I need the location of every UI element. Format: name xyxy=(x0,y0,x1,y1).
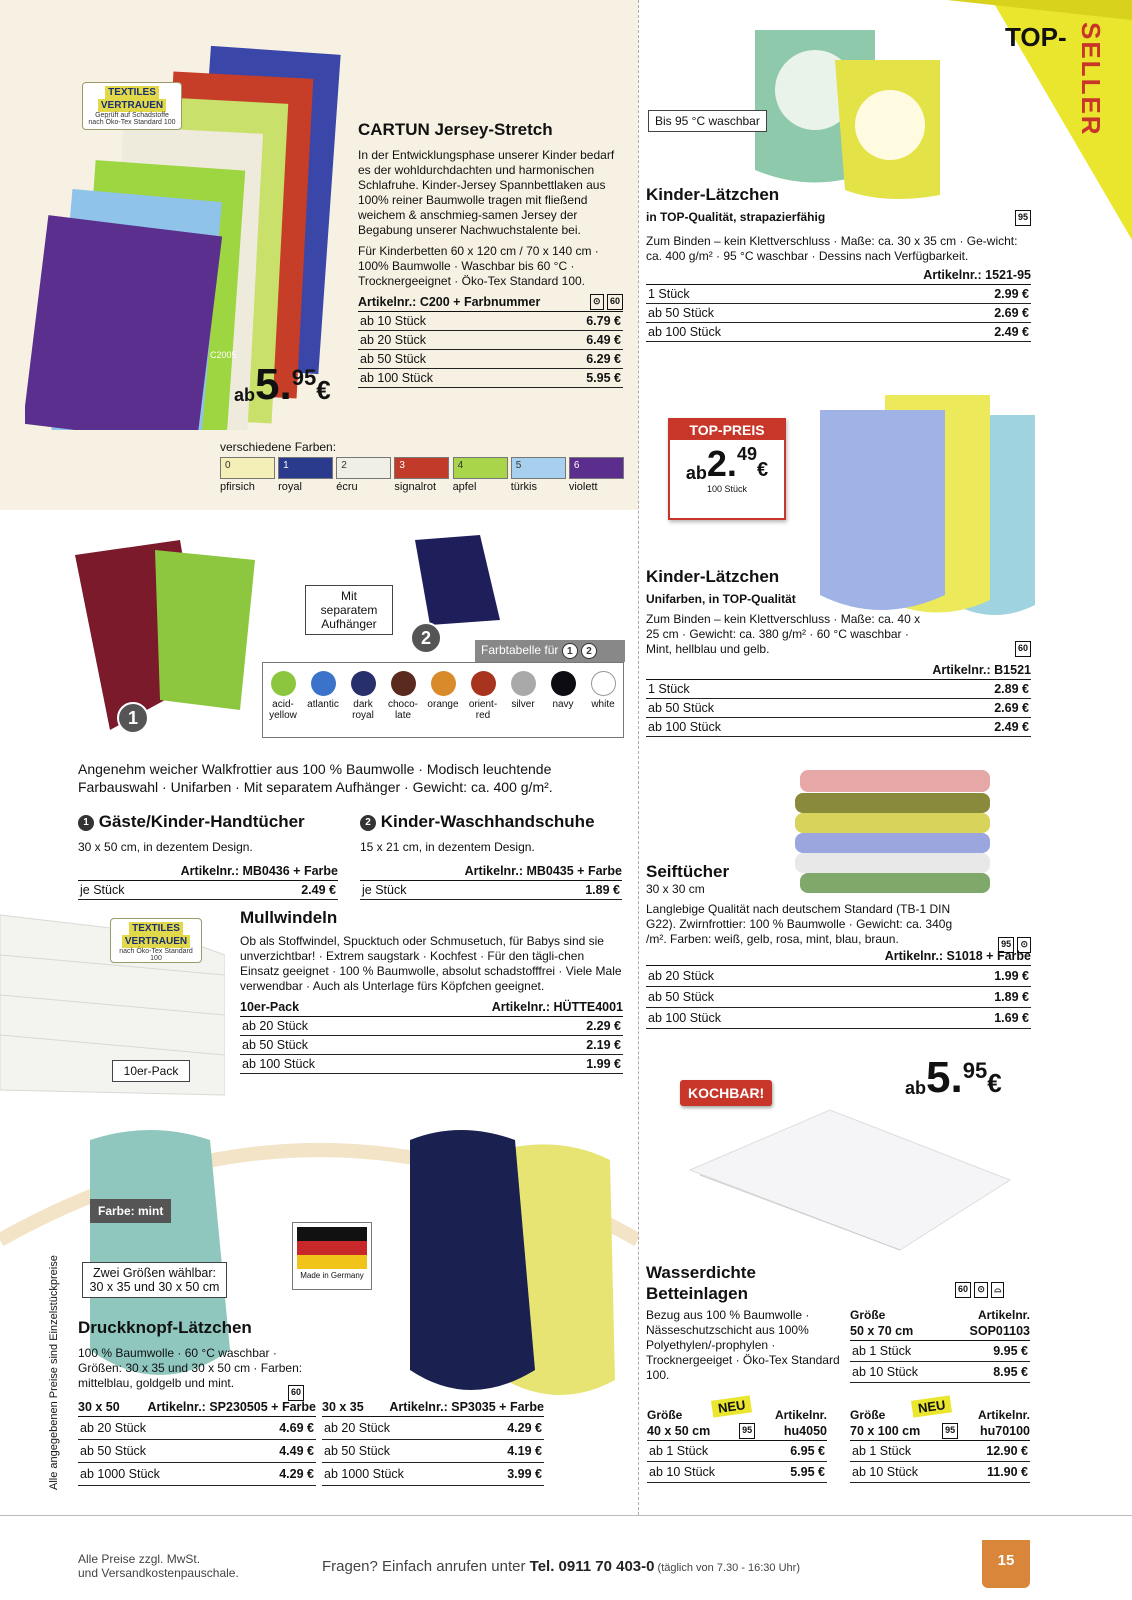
bib-patterned-image xyxy=(745,0,940,200)
druck-section xyxy=(78,1318,318,1397)
cartun-art: Artikelnr.: C200 + Farbnummer ⊙ 60 xyxy=(358,293,623,312)
p2-sub: 15 x 21 cm, in dezentem Design. xyxy=(360,840,535,854)
druck-farbe: Farbe: mint xyxy=(90,1199,171,1223)
dryer-icon: ⊙ xyxy=(590,294,604,310)
farbtabelle-header: Farbtabelle für 1 2 xyxy=(475,640,625,662)
bib2-sub: Unifarben, in TOP-Qualität xyxy=(646,592,796,606)
swatch-ecru: 2 xyxy=(336,457,391,479)
mull-section: Mullwindeln Ob als Stoffwindel, Spucktuch oder Schmusetuch, für Babys sind sie unverzichtbar! · Extrem saugstark · Kochfest · Für den tägli-chen Einsatz geeignet · 100 % Baumwolle, absolut schadstofffrei · Viele Male verwendbar · Auch als Unterlage fürs Köpfchen geeignet. 10er-Pack Artikelnr.: HÜTTE4001 ab 20 Stück 2.29 € ab 50 Stück 2.19 € ab 100 Stück 1.99 € xyxy=(240,908,623,1074)
wasser-table-3: Größe NEU Artikelnr. 70 x 100 cm 95 hu70100 ab 1 Stück 12.90 € ab 10 Stück 11.90 € xyxy=(850,1408,1030,1483)
betteinlage-image xyxy=(660,1080,1020,1260)
wash-95-icon: 95 xyxy=(1015,210,1031,226)
swatch-tuerkis: 5 xyxy=(511,457,566,479)
seif-section: Seiftücher 30 x 30 cm Langlebige Qualität nach deutschem Standard (TB-1 DIN G22). Zwirnfrottier: 100 % Baumwolle · Gewicht: ca. 340g /m². Farben: weiß, gelb, rosa, mint, blau, braun. 95 ⊙ Artikelnr.: S1018 + Farbe ab 20 Stück 1.99 € ab 50 Stück 1.89 € ab 100 Stück 1.69 € xyxy=(646,862,1031,1029)
kochbar-price: ab5.95€ xyxy=(905,1053,1002,1102)
dryer-icon: ⊙ xyxy=(974,1282,988,1298)
mull-title: Mullwindeln xyxy=(240,908,338,927)
dryer-icon: ⊙ xyxy=(1017,937,1031,953)
bib1-row: ab 100 Stück 2.49 € xyxy=(646,323,1031,342)
cartun-price: ab5.95€ xyxy=(234,360,331,409)
wash-95-icon: 95 xyxy=(739,1423,755,1439)
wasser-table-1: Größe Artikelnr. 50 x 70 cm SOP01103 ab 1 Stück 9.95 € ab 10 Stück 8.95 € xyxy=(850,1308,1030,1383)
made-in-germany: Made in Germany xyxy=(292,1222,372,1290)
cartun-section xyxy=(358,120,623,388)
bib2-row: ab 50 Stück 2.69 € xyxy=(646,699,1031,718)
wasser-desc: Bezug aus 100 % Baumwolle · Nässeschutzschicht aus 100% Polyethylen/-prophylen · Trocknergeeiget · Öko-Tex Standard 100. xyxy=(646,1308,840,1382)
oeko-tex-badge-2: TEXTILES VERTRAUEN nach Öko-Tex Standard 100 xyxy=(110,918,202,963)
top-seller-line2: SELLER xyxy=(1076,22,1106,137)
druck-desc: 100 % Baumwolle · 60 °C waschbar · Größen: 30 x 35 und 30 x 50 cm · Farben: mittelblau, goldgelb und mint. xyxy=(78,1346,303,1390)
bib2-art: Artikelnr.: B1521 xyxy=(646,661,1031,680)
kochbar-tag: KOCHBAR! xyxy=(680,1080,772,1106)
wasser-title: Wasserdichte Betteinlagen xyxy=(646,1263,756,1303)
wasser-icons xyxy=(955,1282,1004,1298)
walk-desc: Angenehm weicher Walkfrottier aus 100 % Baumwolle · Modisch leuchtende Farbauswahl · Unifarben · Mit separatem Aufhänger · Gewicht: ca. 400 g/m². xyxy=(78,761,553,795)
bib2-row: ab 100 Stück 2.49 € xyxy=(646,718,1031,737)
seif-desc: Langlebige Qualität nach deutschem Standard (TB-1 DIN G22). Zwirnfrottier: 100 % Baumwolle · Gewicht: ca. 340g /m². Farben: weiß, gelb, rosa, mint, blau, braun. xyxy=(646,902,953,946)
oeko-tex-badge-1: TEXTILES VERTRAUEN Geprüft auf Schadstoffe nach Öko-Tex Standard 100 xyxy=(82,82,182,130)
iron-icon: ⌓ xyxy=(991,1282,1004,1298)
seif-title: Seiftücher xyxy=(646,862,730,881)
bib2-section xyxy=(646,567,1031,737)
neu-badge: NEU xyxy=(911,1395,952,1417)
bib1-tag: Bis 95 °C waschbar xyxy=(648,110,767,132)
cartun-title: CARTUN Jersey-Stretch xyxy=(358,120,553,139)
mull-desc: Ob als Stoffwindel, Spucktuch oder Schmusetuch, für Babys sind sie unverzichtbar! · Extrem saugstark · Kochfest · Für den tägli-chen Einsatz geeignet · 100 % Baumwolle, absolut schadstofffrei · Viele Male verwendbar · Auch als Unterlage fürs Köpfchen geeignet. xyxy=(240,934,622,993)
p1-sub: 30 x 50 cm, in dezentem Design. xyxy=(78,840,253,854)
bib1-title: Kinder-Lätzchen xyxy=(646,185,780,204)
wash-95-icon: 95 xyxy=(942,1423,958,1439)
top-seller-line1: TOP- xyxy=(1005,22,1067,52)
cartun-label: C2005 xyxy=(210,350,237,360)
swatch-signalrot: 3 xyxy=(394,457,449,479)
p1-title: Gäste/Kinder-Handtücher xyxy=(98,812,305,831)
wash-60-icon: 60 xyxy=(288,1385,304,1401)
wash-60-icon: 60 xyxy=(955,1282,971,1298)
number-1-badge: 1 xyxy=(117,702,149,734)
page-number: 15 xyxy=(982,1540,1030,1588)
walk-product-1: 1 Gäste/Kinder-Handtücher 30 x 50 cm, in dezentem Design. Artikelnr.: MB0436 + Farbe je Stück 2.49 € xyxy=(78,812,338,900)
footer-divider xyxy=(0,1515,1132,1516)
druck-title: Druckknopf-Lätzchen xyxy=(78,1318,252,1337)
footer-phone: Fragen? Einfach anrufen unter Tel. 0911 70 403-0 (täglich von 7.30 - 16:30 Uhr) xyxy=(322,1558,800,1575)
p2-title: Kinder-Waschhandschuhe xyxy=(380,812,595,831)
cartun-row: ab 20 Stück 6.49 € xyxy=(358,331,623,350)
druck-tag: Zwei Größen wählbar: 30 x 35 und 30 x 50 cm xyxy=(82,1262,227,1298)
bib2-title: Kinder-Lätzchen xyxy=(646,567,780,586)
bib1-section xyxy=(646,185,1031,342)
walk-tag: Mit separatem Aufhänger xyxy=(305,585,393,635)
swatch-violett: 6 xyxy=(569,457,624,479)
bib1-art: Artikelnr.: 1521-95 xyxy=(646,266,1031,285)
wash-60-icon: 60 xyxy=(607,294,623,310)
mull-tag: 10er-Pack xyxy=(112,1060,190,1082)
cartun-row: ab 100 Stück 5.95 € xyxy=(358,369,623,388)
bib1-row: ab 50 Stück 2.69 € xyxy=(646,304,1031,323)
cartun-desc2: Für Kinderbetten 60 x 120 cm / 70 x 140 cm · 100% Baumwolle · Waschbar bis 60 °C · Trocknergeeignet · Öko-Tex Standard 100. xyxy=(358,244,599,288)
farbtabelle: acid-yellow atlantic dark royal choco-late orange orient-red silver navy white xyxy=(262,662,624,738)
cartun-colors-title: verschiedene Farben: xyxy=(220,440,337,454)
druck-table-b: 30 x 35 Artikelnr.: SP3035 + Farbe ab 20 Stück 4.29 € ab 50 Stück 4.19 € ab 1000 Stück 3.99 € xyxy=(322,1398,544,1486)
walk-product-2: 2 Kinder-Waschhandschuhe 15 x 21 cm, in dezentem Design. Artikelnr.: MB0435 + Farbe je Stück 1.89 € xyxy=(360,812,622,900)
top-preis-badge: TOP-PREIS ab2.49€ 100 Stück xyxy=(668,418,786,520)
wash-60-icon: 60 xyxy=(1015,641,1031,657)
bib1-sub: in TOP-Qualität, strapazierfähig xyxy=(646,210,826,224)
cartun-row: ab 10 Stück 6.79 € xyxy=(358,312,623,331)
swatch-apfel: 4 xyxy=(453,457,508,479)
cartun-desc: In der Entwicklungsphase unserer Kinder bedarf es der wohldurchdachten und harmonischen Schlafruhe. Kinder-Jersey Spannbettlaken aus 100% reiner Baumwolle tragen mit fließend weichem & anschmieg-samen Jersey der Begabung unserer Nachwuchstalente bei. xyxy=(358,148,615,237)
bib2-row: 1 Stück 2.89 € xyxy=(646,680,1031,699)
bib2-desc: Zum Binden – kein Klettverschluss · Maße: ca. 40 x 25 cm · Gewicht: ca. 380 g/m² · 60 °C waschbar · Mint, hellblau und gelb. xyxy=(646,612,921,656)
swatch-pfirsich: 0 xyxy=(220,457,275,479)
bib1-desc: Zum Binden – kein Klettverschluss · Maße: ca. 30 x 35 cm · Ge-wicht: ca. 400 g/m² · 95 °C waschbar · Dessins nach Verfügbarkeit. xyxy=(646,234,1018,263)
footer-left: Alle Preise zzgl. MwSt. und Versandkostenpauschale. xyxy=(78,1552,239,1580)
number-2-badge: 2 xyxy=(410,622,442,654)
neu-badge: NEU xyxy=(711,1395,752,1417)
column-divider xyxy=(638,0,639,1515)
wash-95-icon: 95 xyxy=(998,937,1014,953)
swatch-royal: 1 xyxy=(278,457,333,479)
seif-sub: 30 x 30 cm xyxy=(646,882,705,896)
wasser-table-2: Größe NEU Artikelnr. 40 x 50 cm 95 hu4050 ab 1 Stück 6.95 € ab 10 Stück 5.95 € xyxy=(647,1408,827,1483)
bib1-row: 1 Stück 2.99 € xyxy=(646,285,1031,304)
cartun-row: ab 50 Stück 6.29 € xyxy=(358,350,623,369)
cartun-color-swatches: 0pfirsich 1royal 2écru 3signalrot 4apfel 5türkis 6violett xyxy=(220,457,625,493)
druck-table-a: 30 x 50 Artikelnr.: SP230505 + Farbe ab 20 Stück 4.69 € ab 50 Stück 4.49 € ab 1000 Stück 4.29 € xyxy=(78,1398,316,1486)
druck-side-note: Alle angegebenen Preise sind Einzelstückpreise xyxy=(48,1255,60,1490)
